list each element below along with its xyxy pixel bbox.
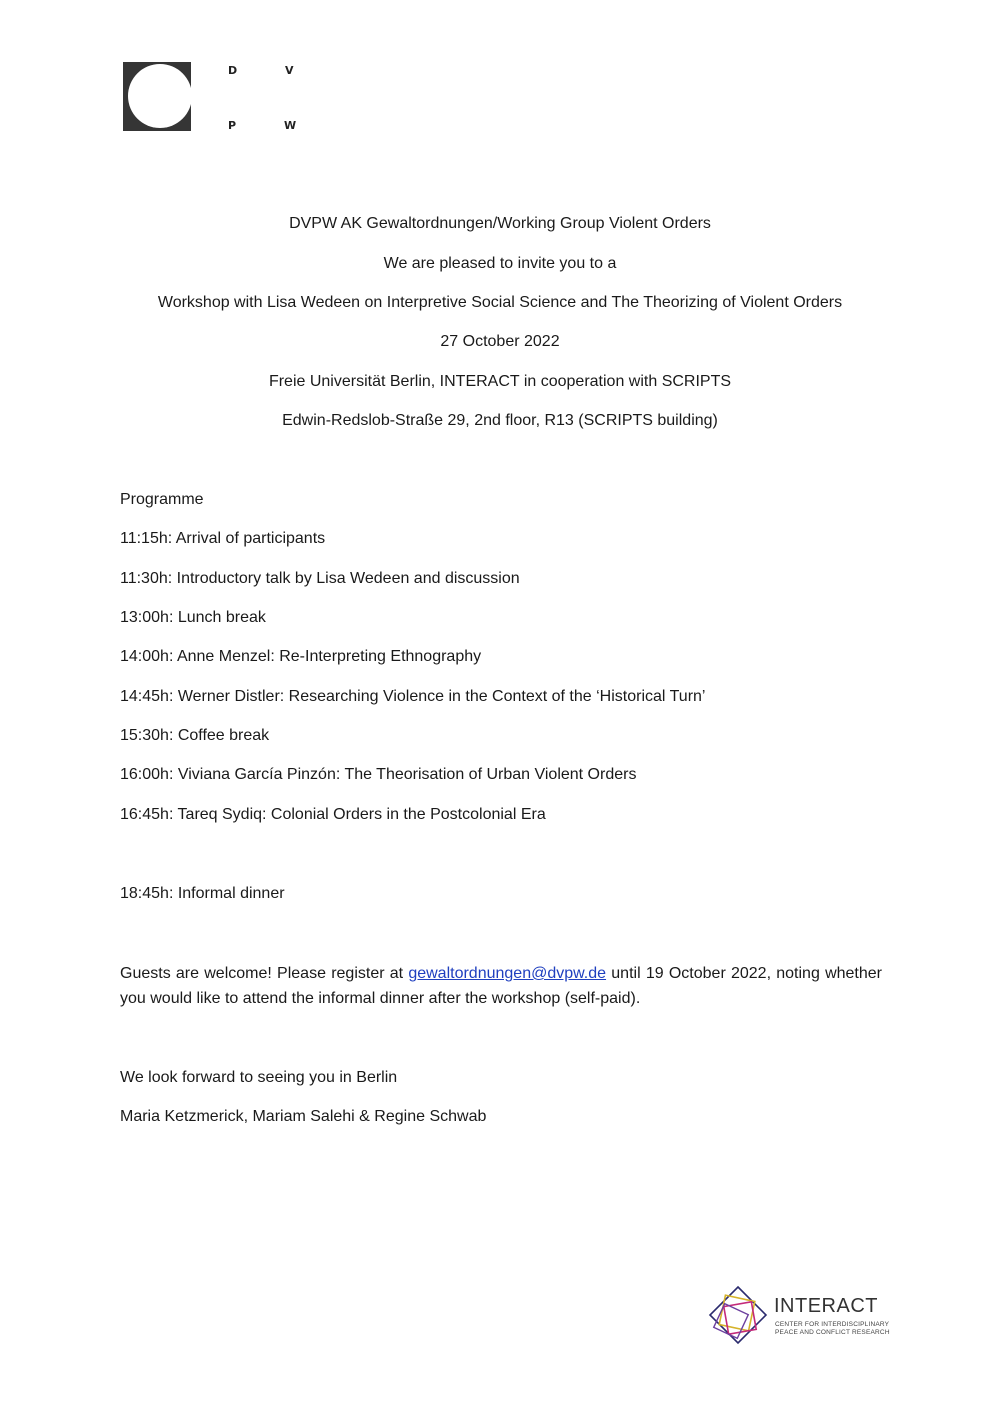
workshop-title: Workshop with Lisa Wedeen on Interpretive Social Science and The Theorizing of Violent Orders: [157, 294, 843, 311]
programme-item: 11:30h: Introductory talk by Lisa Wedeen and discussion: [120, 570, 520, 587]
programme-dinner: 18:45h: Informal dinner: [120, 885, 285, 902]
registration-email-link[interactable]: gewaltordnungen@dvpw.de: [408, 965, 607, 982]
interact-logo-sub2: PEACE AND CONFLICT RESEARCH: [775, 1329, 890, 1336]
invitation-line: We are pleased to invite you to a: [383, 255, 617, 272]
interact-logo-sub1: CENTER FOR INTERDISCIPLINARY: [775, 1321, 890, 1328]
programme-item: 14:00h: Anne Menzel: Re-Interpreting Ethnography: [120, 648, 482, 665]
programme-heading: Programme: [120, 491, 204, 508]
logo-letter-v: V: [285, 64, 294, 77]
registration-text-before: Guests are welcome! Please register at: [120, 965, 409, 982]
event-venue: Freie Universität Berlin, INTERACT in cooperation with SCRIPTS: [268, 373, 732, 390]
working-group-title: DVPW AK Gewaltordnungen/Working Group Violent Orders: [289, 215, 711, 232]
dvpw-logo: [123, 62, 323, 134]
logo-letter-d: D: [228, 64, 238, 77]
event-address: Edwin-Redslob-Straße 29, 2nd floor, R13 (SCRIPTS building): [282, 412, 718, 429]
interact-logo-subtitle: [775, 1321, 890, 1337]
dvpw-logo-mark: [123, 62, 191, 131]
interact-logo-mark: [708, 1284, 772, 1350]
programme-item: 11:15h: Arrival of participants: [120, 530, 326, 547]
programme-item: 13:00h: Lunch break: [120, 609, 266, 626]
logo-letter-p: P: [228, 119, 237, 132]
programme-item: 15:30h: Coffee break: [120, 727, 270, 744]
closing-line: We look forward to seeing you in Berlin: [120, 1069, 398, 1086]
programme-item: 14:45h: Werner Distler: Researching Violence in the Context of the ‘Historical Turn’: [120, 688, 706, 705]
registration-text-after: until 19 October 2022, noting whether you would like to attend the informal dinner after the workshop (self-paid).: [120, 965, 882, 1007]
interact-logo: [708, 1284, 890, 1350]
interact-logo-name: INTERACT: [774, 1295, 878, 1317]
programme-item: 16:00h: Viviana García Pinzón: The Theorisation of Urban Violent Orders: [120, 766, 637, 783]
logo-letter-w: W: [284, 119, 297, 132]
signature: Maria Ketzmerick, Mariam Salehi & Regine Schwab: [120, 1108, 487, 1125]
event-date: 27 October 2022: [440, 333, 560, 350]
registration-paragraph: [120, 961, 882, 1011]
programme-item: 16:45h: Tareq Sydiq: Colonial Orders in the Postcolonial Era: [120, 806, 546, 823]
